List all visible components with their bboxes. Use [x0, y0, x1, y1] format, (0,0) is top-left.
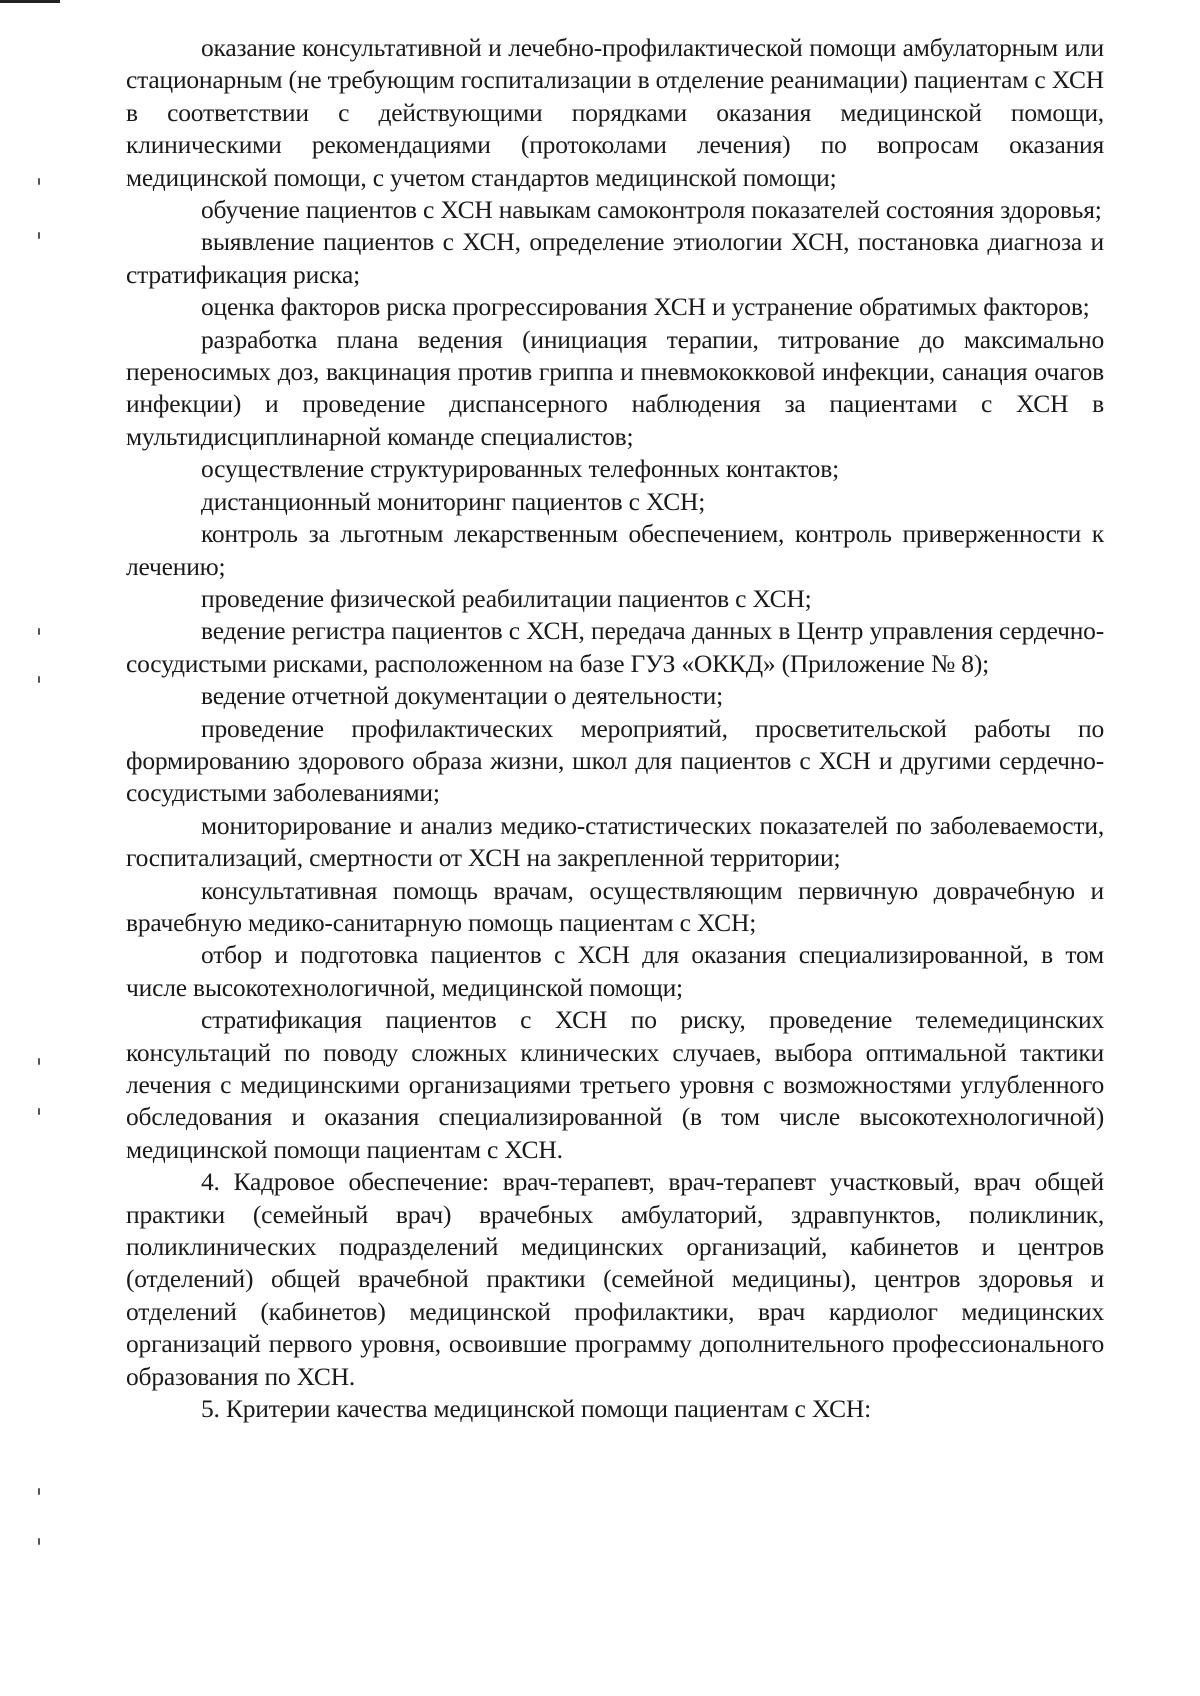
paragraph: стратификация пациентов с ХСН по риску, проведение телемедицинских консультаций по поводу сложных клинических случаев, выбора оптимальной тактики лечения с медицинскими организациями третьего уровня с возможностями углубленного обследования и оказания специализированной (в том числе высокотехнологичной) медицинской помощи пациентам с ХСН. — [126, 1005, 1104, 1164]
paragraph: мониторирование и анализ медико-статистических показателей по заболеваемости, госпитализаций, смертности от ХСН на закрепленной территории; — [126, 810, 1104, 873]
scan-margin-mark — [38, 628, 40, 635]
paragraph: осуществление структурированных телефонных контактов; — [201, 454, 839, 484]
paragraph: 4. Кадровое обеспечение: врач-терапевт, врач-терапевт участковый, врач общей практики (семейный врач) врачебных амбулаторий, здравпунктов, поликлиник, поликлинических подразделений медицинских организаций, кабинетов и центров (отделений) общей врачебной практики (семейной медицины), центров здоровья и отделений (кабинетов) медицинской профилактики, врач кардиолог медицинских организаций первого уровня, освоившие программу дополнительного профессионального образования по ХСН. — [126, 1167, 1104, 1391]
paragraph: дистанционный мониторинг пациентов с ХСН; — [201, 486, 706, 516]
paragraph: 5. Критерии качества медицинской помощи пациентам с ХСН: — [201, 1394, 871, 1424]
scan-margin-mark — [38, 178, 40, 185]
paragraph: ведение отчетной документации о деятельности; — [201, 681, 723, 711]
scan-margin-mark — [38, 676, 40, 683]
document-body — [126, 32, 1104, 1425]
scan-margin-mark — [38, 232, 40, 239]
paragraph: оказание консультативной и лечебно-профилактической помощи амбулаторным или стационарным (не требующим госпитализации в отделение реанимации) пациентам с ХСН в соответствии с действующими порядками оказания медицинской помощи, клиническими рекомендациями (протоколами лечения) по вопросам оказания медицинской помощи, с учетом стандартов медицинской помощи; — [126, 33, 1104, 192]
paragraph: проведение профилактических мероприятий, просветительской работы по формированию здорового образа жизни, школ для пациентов с ХСН и другими сердечно-сосудистыми заболеваниями; — [126, 713, 1104, 808]
paragraph: выявление пациентов с ХСН, определение этиологии ХСН, постановка диагноза и стратификация риска; — [126, 227, 1104, 289]
scan-margin-mark — [38, 1108, 40, 1115]
scan-margin-mark — [38, 1488, 40, 1495]
paragraph: контроль за льготным лекарственным обеспечением, контроль приверженности к лечению; — [126, 519, 1104, 581]
scan-margin-mark — [38, 1058, 40, 1065]
scan-margin-mark — [38, 1538, 40, 1545]
paragraph: обучение пациентов с ХСН навыкам самоконтроля показателей состояния здоровья; — [201, 195, 1102, 225]
paragraph: разработка плана ведения (инициация терапии, титрование до максимально переносимых доз, вакцинация против гриппа и пневмококковой инфекции, санация очагов инфекции) и проведение диспансерного наблюдения за пациентами с ХСН в мультидисциплинарной команде специалистов; — [126, 324, 1104, 451]
paragraph: ведение регистра пациентов с ХСН, передача данных в Центр управления сердечно-сосудистыми рисками, расположенном на базе ГУЗ «ОККД» (Приложение № 8); — [126, 616, 1104, 678]
paragraph: проведение физической реабилитации пациентов с ХСН; — [201, 583, 812, 613]
paragraph: консультативная помощь врачам, осуществляющим первичную доврачебную и врачебную медико-санитарную помощь пациентам с ХСН; — [126, 875, 1104, 937]
scan-corner-mark — [0, 0, 60, 3]
paragraph: отбор и подготовка пациентов с ХСН для оказания специализированной, в том числе высокотехнологичной, медицинской помощи; — [126, 940, 1104, 1002]
paragraph: оценка факторов риска прогрессирования ХСН и устранение обратимых факторов; — [201, 292, 1090, 322]
